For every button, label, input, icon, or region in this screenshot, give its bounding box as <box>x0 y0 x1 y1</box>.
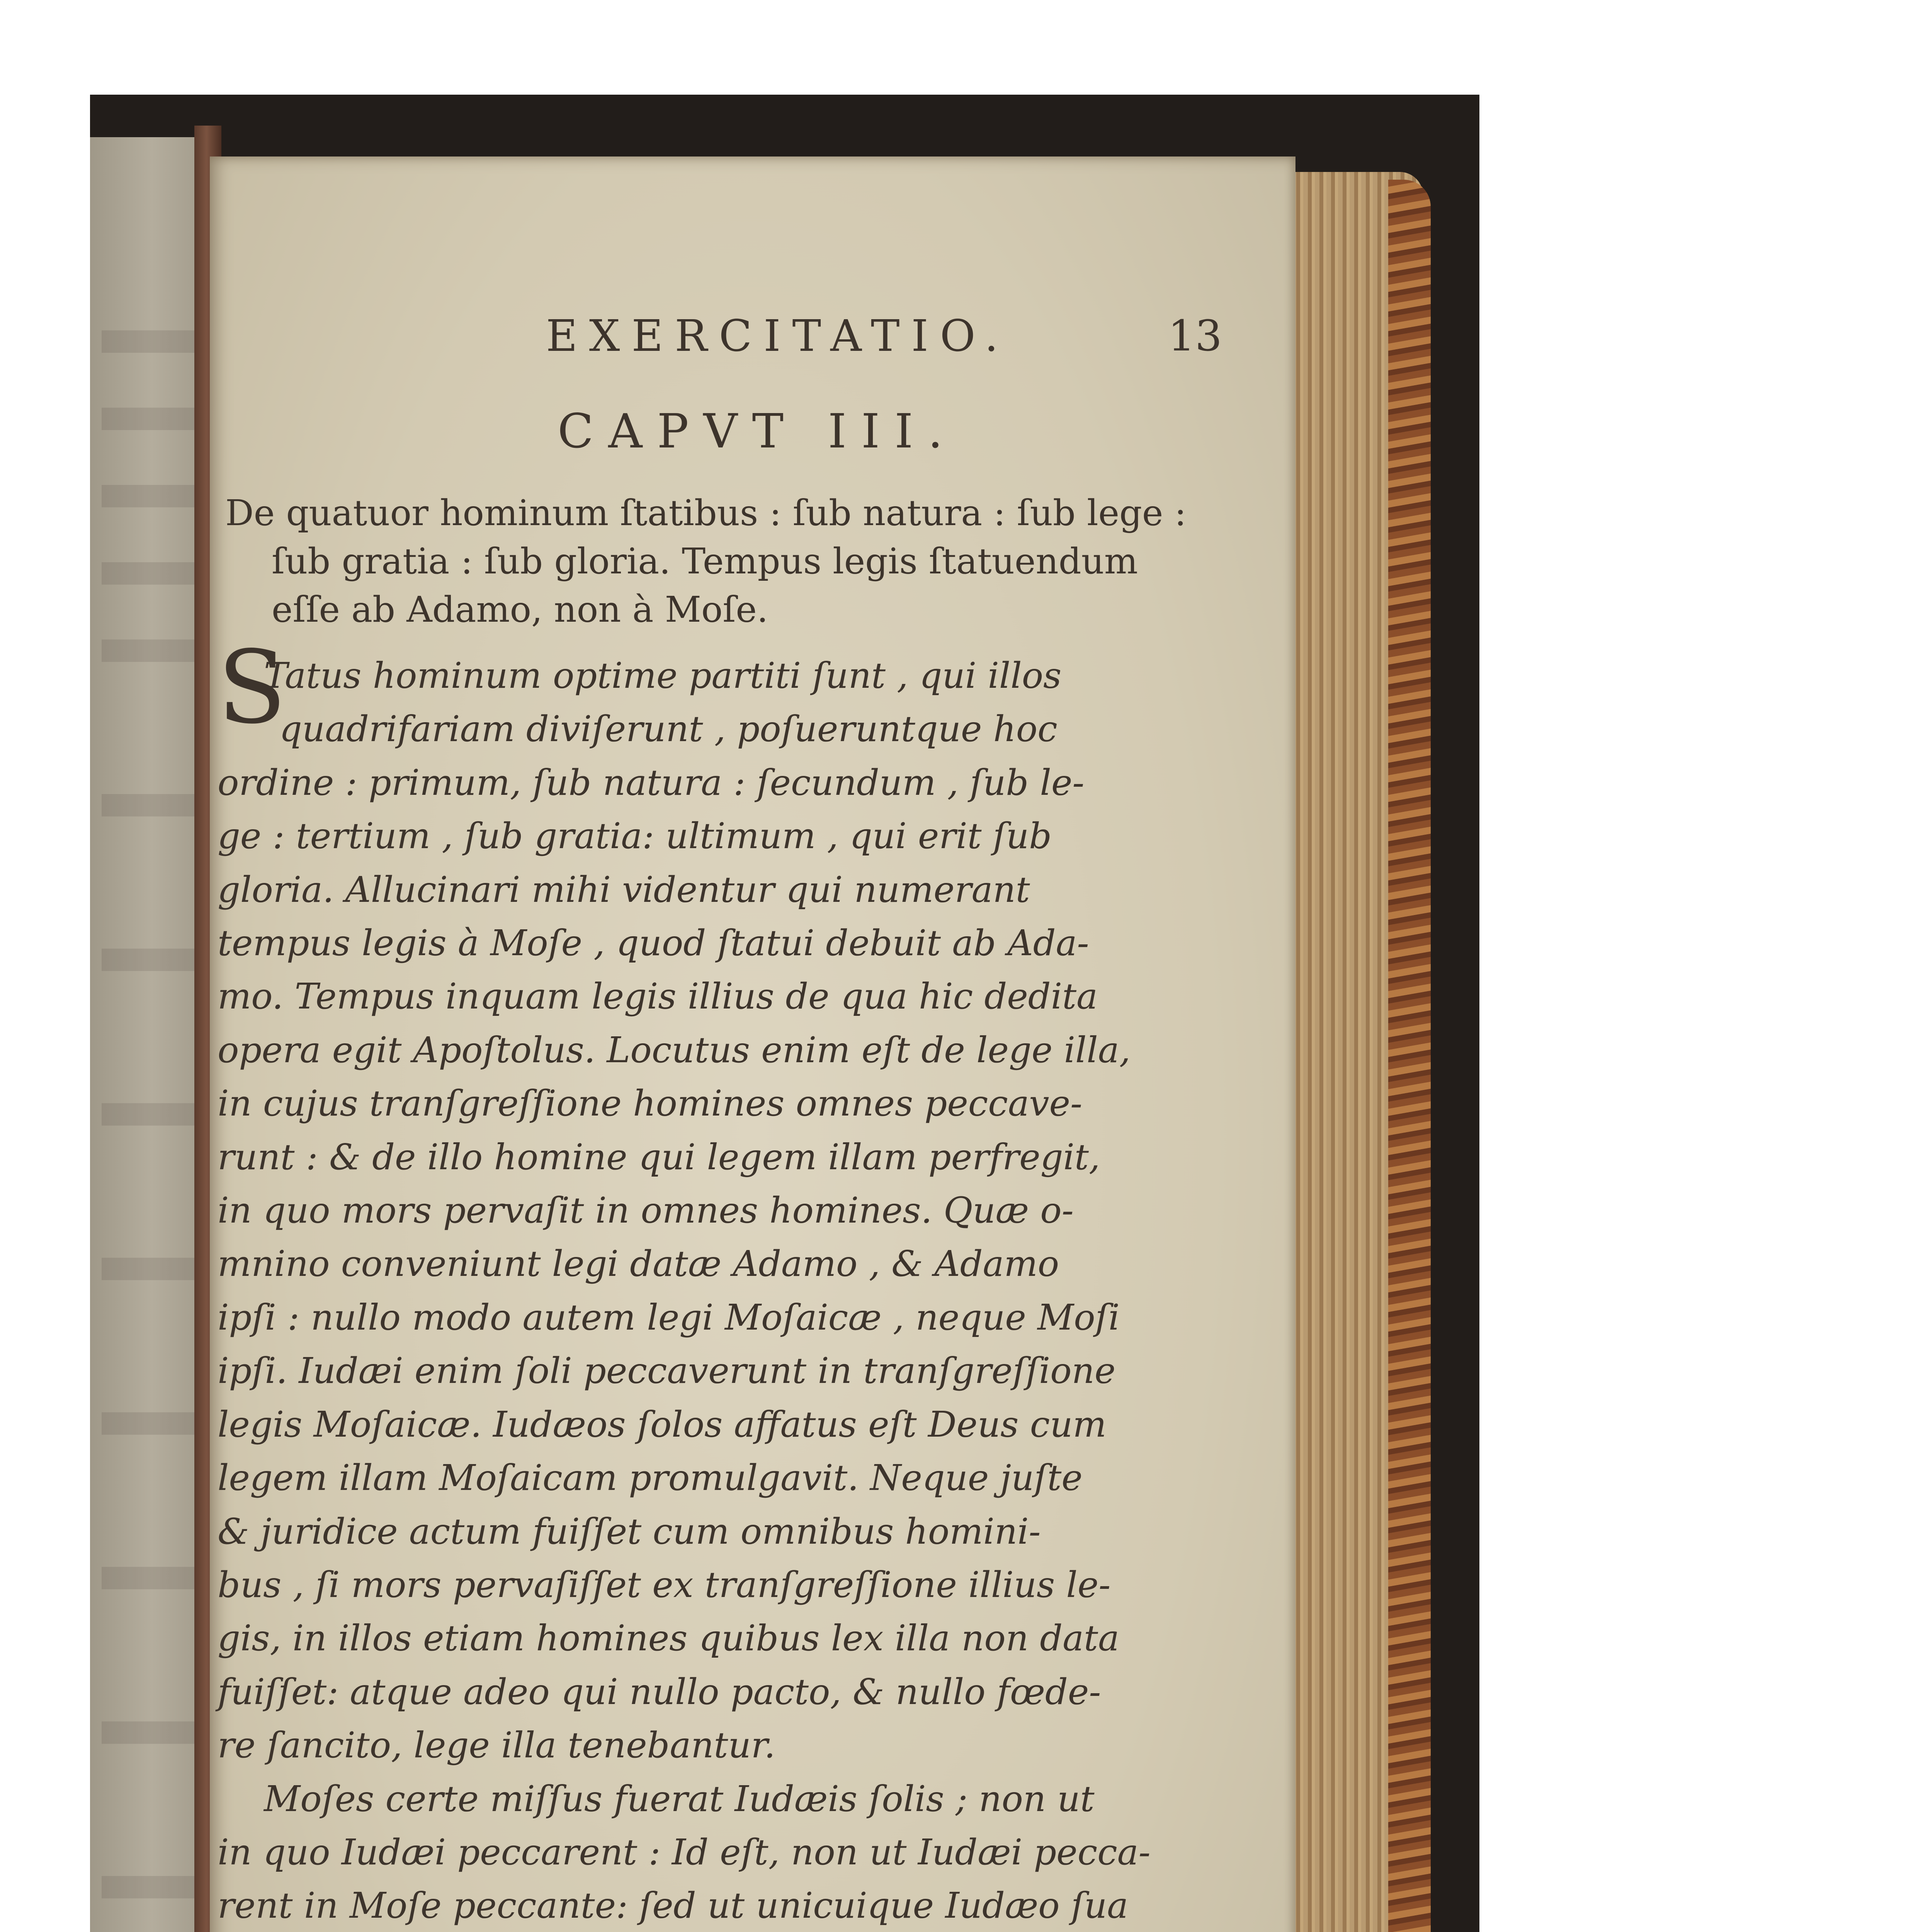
text-line: quadrifariam diviſerunt , poſueruntque hoc <box>279 708 1057 750</box>
text-line: ordine : primum, ſub natura : ſecundum , ſub le- <box>218 762 1085 803</box>
text-line: in quo mors pervaſit in omnes homines. Quæ o- <box>218 1190 1074 1231</box>
text-line: bus , ſi mors pervaſiſſet ex tranſgreſſione illius le- <box>218 1564 1111 1605</box>
chapter-title: CAPVT III. <box>558 404 958 459</box>
book-cover-edge <box>1388 180 1431 1932</box>
scan-frame <box>90 95 1479 1932</box>
text-line: gis, in illos etiam homines quibus lex illa non data <box>218 1617 1119 1659</box>
chapter-summary <box>225 489 1187 634</box>
text-line: legem illam Moſaicam promulgavit. Neque juſte <box>218 1457 1083 1499</box>
summary-line: eſſe ab Adamo, non à Moſe. <box>272 589 768 630</box>
summary-line: ſub gratia : ſub gloria. Tempus legis ſtatuendum <box>272 541 1138 582</box>
text-line: opera egit Apoſtolus. Locutus enim eſt de lege illa, <box>218 1029 1131 1071</box>
text-line: Moſes certe miſſus fuerat Iudæis ſolis ; non ut <box>264 1778 1095 1820</box>
book-page <box>210 156 1295 1932</box>
text-line: legis Moſaicæ. Iudæos ſolos affatus eſt Deus cum <box>218 1403 1107 1445</box>
text-line: gloria. Allucinari mihi videntur qui numerant <box>218 869 1030 910</box>
text-line: ge : tertium , ſub gratia: ultimum , qui erit ſub <box>218 815 1052 857</box>
text-line: mo. Tempus inquam legis illius de qua hic dedita <box>218 976 1098 1017</box>
text-line: mnino conveniunt legi datæ Adamo , & Adamo <box>218 1243 1059 1285</box>
text-line: in quo Iudæi peccarent : Id eſt, non ut Iudæi pecca- <box>218 1831 1151 1873</box>
text-line: re ſancito, lege illa tenebantur. <box>218 1725 775 1766</box>
text-line: runt : & de illo homine qui legem illam perfregit, <box>218 1136 1100 1178</box>
text-line: rent in Moſe peccante: ſed ut unicuique Iudæo ſua <box>218 1885 1129 1927</box>
previous-page-edge <box>90 137 202 1932</box>
running-title: EXERCITATIO. <box>546 311 1010 361</box>
text-line: & juridice actum fuiſſet cum omnibus homini- <box>218 1510 1041 1552</box>
body-text <box>218 629 1153 1932</box>
drop-cap: S <box>218 629 287 746</box>
page-number: 13 <box>1168 311 1222 361</box>
text-line: tempus legis à Moſe , quod ſtatui debuit ab Ada- <box>218 922 1089 964</box>
text-line: ipſi. Iudæi enim ſoli peccaverunt in tranſgreſſione <box>218 1350 1116 1392</box>
summary-line: De quatuor hominum ſtatibus : ſub natura : ſub lege : <box>225 492 1187 534</box>
text-line: fuiſſet: atque adeo qui nullo pacto, & nullo fœde- <box>218 1671 1101 1713</box>
text-line: in cujus tranſgreſſione homines omnes peccave- <box>218 1083 1083 1124</box>
text-line: ipſi : nullo modo autem legi Moſaicæ , neque Moſi <box>218 1296 1120 1338</box>
text-line: Tatus hominum optime partiti ſunt , qui illos <box>264 655 1062 696</box>
